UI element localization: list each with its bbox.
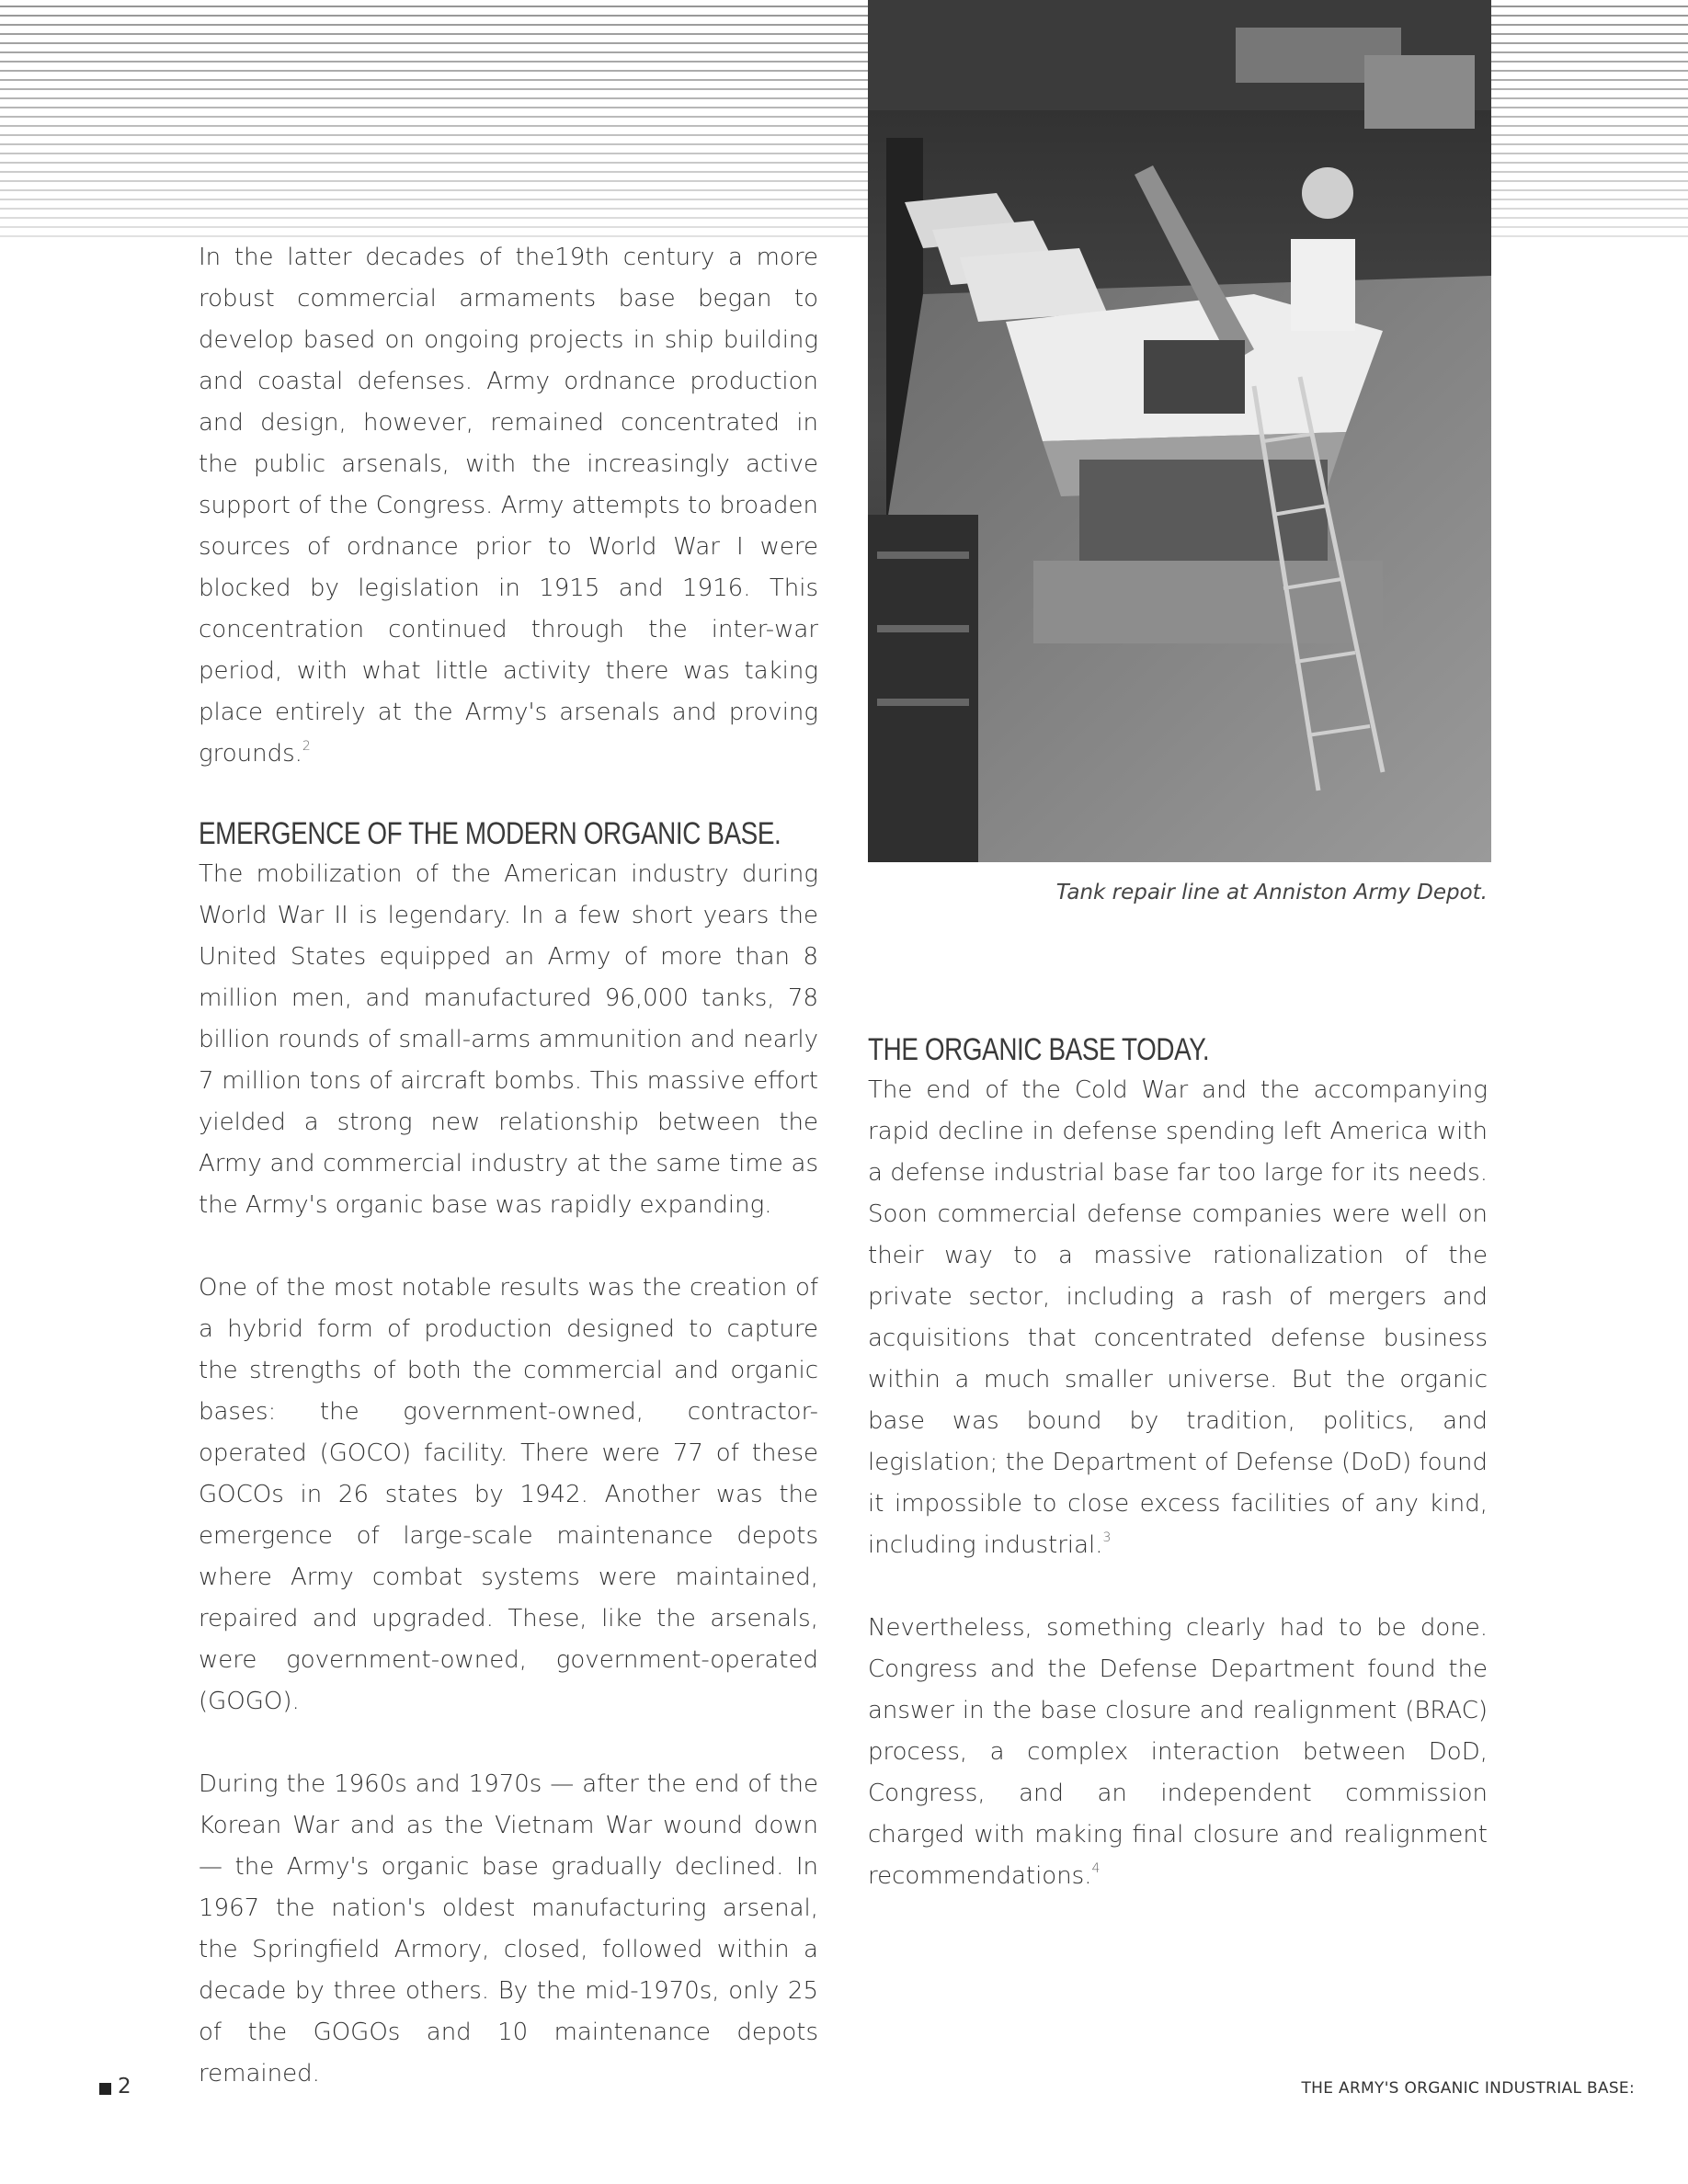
header-stripe [1491, 208, 1688, 210]
header-stripe [0, 42, 868, 44]
header-stripe [0, 33, 868, 35]
header-stripe [0, 180, 868, 182]
header-stripe [0, 208, 868, 210]
header-stripe [0, 116, 868, 118]
header-stripe [0, 97, 868, 99]
today-paragraph-2: Nevertheless, something clearly had to be done. Congress and the Defense Department found the answer in the base closure and realignment (BRAC) process, a complex interaction between DoD, Congress, and an independent commission charged with making final closure and realignment recommendations.$^4$ [868, 1614, 1488, 1890]
header-stripe [0, 61, 868, 63]
header-stripe [1491, 6, 1688, 7]
header-stripe [1491, 88, 1688, 90]
intro-paragraph: In the latter decades of the19th century a more robust commercial armaments base began to develop based on ongoing projects in ship building and coastal defenses. Army ordnance production and design, however, remained concentrated in the public arsenals, with the increasingly active support of the Congress. Army attempts to broaden sources of ordnance prior to World War I were blocked by legislation in 1915 and 1916. This concentration continued through the inter-war period, with what little activity there was taking place entirely at the Army's arsenals and proving grounds.$^2$ [199, 244, 818, 768]
header-stripe [1491, 97, 1688, 99]
header-stripe [1491, 189, 1688, 191]
emergence-paragraph-3: During the 1960s and 1970s — after the end of the Korean War and as the Vietnam War wound down — the Army's organic base gradually declined. In 1967 the nation's oldest manufacturing arsenal, the Springfield Armory, closed, followed within a decade by three others. By the mid-1970s, only 25 of the GOGOs and 10 maintenance depots remained. [199, 1770, 818, 2087]
header-stripe [1491, 42, 1688, 44]
header-stripes-right [1491, 0, 1688, 248]
header-stripe [0, 217, 868, 219]
header-stripe [1491, 134, 1688, 136]
header-stripe [1491, 226, 1688, 228]
header-stripe [1491, 33, 1688, 35]
header-stripe [0, 153, 868, 154]
footnote-ref: 4 [1091, 1861, 1101, 1876]
header-stripe [1491, 199, 1688, 200]
tank-repair-line-photo [868, 0, 1491, 862]
header-stripe [1491, 217, 1688, 219]
section-heading-today: THE ORGANIC BASE TODAY. [868, 1032, 1210, 1067]
header-stripes-left [0, 0, 868, 248]
header-stripe [1491, 15, 1688, 17]
header-stripe [1491, 153, 1688, 154]
header-stripe [0, 162, 868, 164]
emergence-paragraph-2: One of the most notable results was the creation of a hybrid form of production designed to capture the strengths of both the commercial and organic bases: the government-owned, contractor-operated (GOCO) facility. There were 77 of these GOCOs in 26 states by 1942. Another was the emergence of large-scale maintenance depots where Army combat systems were maintained, repaired and upgraded. These, like the arsenals, were government-owned, government-operated (GOGO). [199, 1274, 818, 1715]
photo-illustration [868, 0, 1491, 862]
header-stripe [0, 125, 868, 127]
header-stripe [0, 189, 868, 191]
right-column [868, 1029, 1488, 1897]
page-marker-square-icon [99, 2083, 111, 2095]
header-stripe [1491, 180, 1688, 182]
header-stripe [1491, 235, 1688, 237]
header-stripe [0, 79, 868, 81]
header-stripe [0, 107, 868, 108]
section-heading-emergence: EMERGENCE OF THE MODERN ORGANIC BASE. [199, 816, 781, 851]
photo-caption: Tank repair line at Anniston Army Depot. [1055, 881, 1488, 904]
header-stripe [0, 226, 868, 228]
header-stripe [1491, 171, 1688, 173]
header-stripe [1491, 162, 1688, 164]
header-stripe [1491, 79, 1688, 81]
footnote-ref: 3 [1102, 1530, 1112, 1545]
header-stripe [0, 88, 868, 90]
header-stripe [1491, 51, 1688, 53]
header-stripe [0, 51, 868, 53]
header-stripe [1491, 70, 1688, 72]
header-stripe [0, 143, 868, 145]
today-paragraph-1: The end of the Cold War and the accompanying rapid decline in defense spending left America with a defense industrial base far too large for its needs. Soon commercial defense companies were well on their way to a massive rationalization of the private sector, including a rash of mergers and acquisitions that concentrated defense business within a much smaller universe. But the organic base was bound by tradition, politics, and legislation; the Department of Defense (DoD) found it impossible to close excess facilities of any kind, including industrial.$^3$ [868, 1076, 1488, 1559]
header-stripe [1491, 24, 1688, 26]
header-stripe [1491, 125, 1688, 127]
running-footer-title: THE ARMY'S ORGANIC INDUSTRIAL BASE: [1301, 2079, 1635, 2098]
header-stripe [0, 15, 868, 17]
header-stripe [1491, 61, 1688, 63]
header-stripe [0, 6, 868, 7]
header-stripe [0, 70, 868, 72]
header-stripe [1491, 143, 1688, 145]
header-stripe [1491, 116, 1688, 118]
left-column [199, 237, 818, 2095]
header-stripe [0, 24, 868, 26]
header-stripe [0, 171, 868, 173]
header-stripe [0, 199, 868, 200]
emergence-paragraph-1: The mobilization of the American industry during World War II is legendary. In a few short years the United States equipped an Army of more than 8 million men, and manufactured 96,000 tanks, 78 billion rounds of small-arms ammunition and nearly 7 million tons of aircraft bombs. This massive effort yielded a strong new relationship between the Army and commercial industry at the same time as the Army's organic base was rapidly expanding. [199, 860, 818, 1219]
header-stripe [0, 134, 868, 136]
header-stripe [1491, 107, 1688, 108]
page-number: 2 [118, 2075, 131, 2099]
footnote-ref: 2 [302, 739, 311, 754]
